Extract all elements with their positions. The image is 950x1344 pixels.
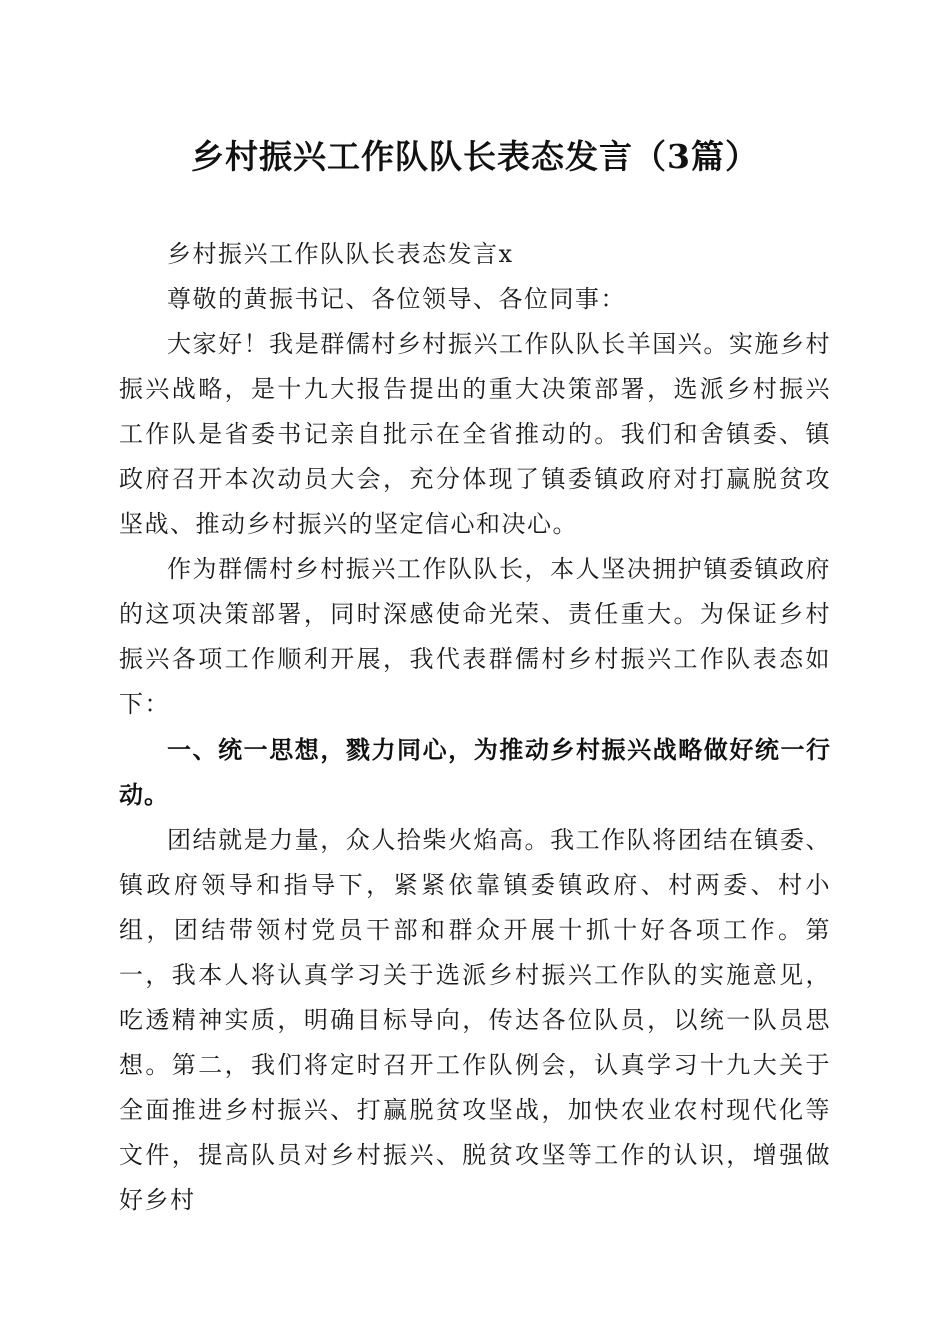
- paragraph-commitment: 作为群儒村乡村振兴工作队队长，本人坚决拥护镇委镇政府的这项决策部署，同时深感使命光荣、责任重大。为保证乡村振兴各项工作顺利开展，我代表群儒村乡村振兴工作队表态如下：: [119, 555, 831, 718]
- paragraph-subtitle: 乡村振兴工作队队长表态发言x: [167, 240, 514, 268]
- paragraph-greeting: 大家好！我是群儒村乡村振兴工作队队长羊国兴。实施乡村振兴战略，是十九大报告提出的重大决策部署，选派乡村振兴工作队是省委书记亲自批示在全省推动的。我们和舍镇委、镇政府召开本次动员大会，充分体现了镇委镇政府对打赢脱贫攻坚战、推动乡村振兴的坚定信心和决心。: [119, 330, 831, 538]
- paragraph-salutation: 尊敬的黄振书记、各位领导、各位同事：: [167, 285, 626, 313]
- document-body: [119, 232, 831, 1223]
- paragraph-unity: 团结就是力量，众人拾柴火焰高。我工作队将团结在镇委、镇政府领导和指导下，紧紧依靠镇委镇政府、村两委、村小组，团结带领村党员干部和群众开展十抓十好各项工作。第一，我本人将认真学习关于选派乡村振兴工作队的实施意见，吃透精神实质，明确目标导向，传达各位队员，以统一队员思想。第二，我们将定时召开工作队例会，认真学习十九大关于全面推进乡村振兴、打赢脱贫攻坚战，加快农业农村现代化等文件，提高队员对乡村振兴、脱贫攻坚等工作的认识，增强做好乡村: [119, 826, 831, 1214]
- section-heading-1: 一、统一思想，戮力同心，为推动乡村振兴战略做好统一行动。: [119, 736, 831, 809]
- document-title: 乡村振兴工作队队长表态发言（3篇）: [191, 137, 759, 176]
